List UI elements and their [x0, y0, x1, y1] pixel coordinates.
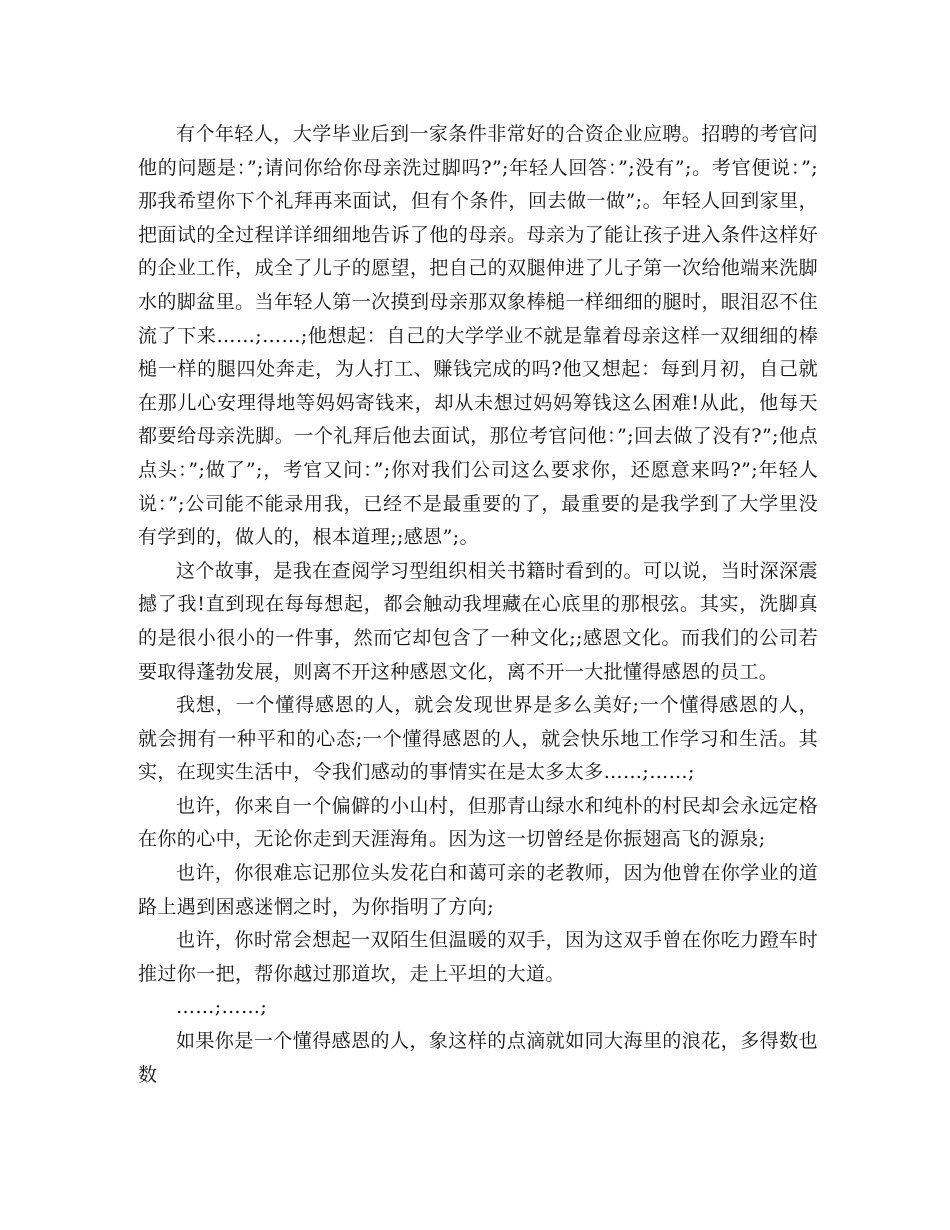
paragraph-gratitude: 我想，一个懂得感恩的人，就会发现世界是多么美好;一个懂得感恩的人，就会拥有一种平和的心态;一个懂得感恩的人，就会快乐地工作学习和生活。其实，在现实生活中，令我们感动的事情实在是太多太多……;……; [138, 694, 818, 784]
paragraph-ellipsis: ……;……; [176, 996, 268, 1019]
paragraph-teacher: 也许，你很难忘记那位头发花白和蔼可亲的老教师，因为他曾在你学业的道路上遇到困惑迷惘之时，为你指明了方向; [138, 862, 818, 918]
paragraph-village: 也许，你来自一个偏僻的小山村，但那青山绿水和纯朴的村民却会永远定格在你的心中，无论你走到天涯海角。因为这一切曾经是你振翅高飞的源泉; [138, 794, 818, 851]
paragraph-story: 有个年轻人，大学毕业后到一家条件非常好的合资企业应聘。招聘的考官问他的问题是：”;请问你给你母亲洗过脚吗?”;年轻人回答：”;没有”;。考官便说：”;那我希望你下个礼拜再来面试，但有个条件，回去做一做”;。年轻人回到家里，把面试的全过程详详细细地告诉了他的母亲。母亲为了能让孩子进入条件这样好的企业工作，成全了儿子的愿望，把自己的双腿伸进了儿子第一次给他端来洗脚水的脚盆里。当年轻人第一次摸到母亲那双象棒槌一样细细的腿时，眼泪忍不住流了下来……;……;他想起：自己的大学学业不就是靠着母亲这样一双细细的棒槌一样的腿四处奔走，为人打工、赚钱完成的吗?他又想起：每到月初，自己就在那儿心安理得地等妈妈寄钱来，却从未想过妈妈筹钱这么困难!从此，他每天都要给母亲洗脚。一个礼拜后他去面试，那位考官问他：”;回去做了没有?”;他点点头：”;做了”;，考官又问：”;你对我们公司这么要求你，还愿意来吗?”;年轻人说：”;公司能不能录用我，已经不是最重要的了，最重要的是我学到了大学里没有学到的，做人的，根本道理;;感恩”;。 [138, 123, 818, 549]
paragraph-closing: 如果你是一个懂得感恩的人，象这样的点滴就如同大海里的浪花，多得数也数 [138, 1030, 818, 1086]
paragraph-reflection: 这个故事，是我在查阅学习型组织相关书籍时看到的。可以说，当时深深震撼了我!直到现在每每想起，都会触动我埋藏在心底里的那根弦。其实，洗脚真的是很小很小的一件事，然而它却包含了一种文化;;感恩文化。而我们的公司若要取得蓬勃发展，则离不开这种感恩文化，离不开一大批懂得感恩的员工。 [138, 559, 818, 683]
paragraph-stranger: 也许，你时常会想起一双陌生但温暖的双手，因为这双手曾在你吃力蹬车时推过你一把，帮你越过那道坎，走上平坦的大道。 [138, 929, 818, 985]
document-body [138, 118, 818, 1092]
